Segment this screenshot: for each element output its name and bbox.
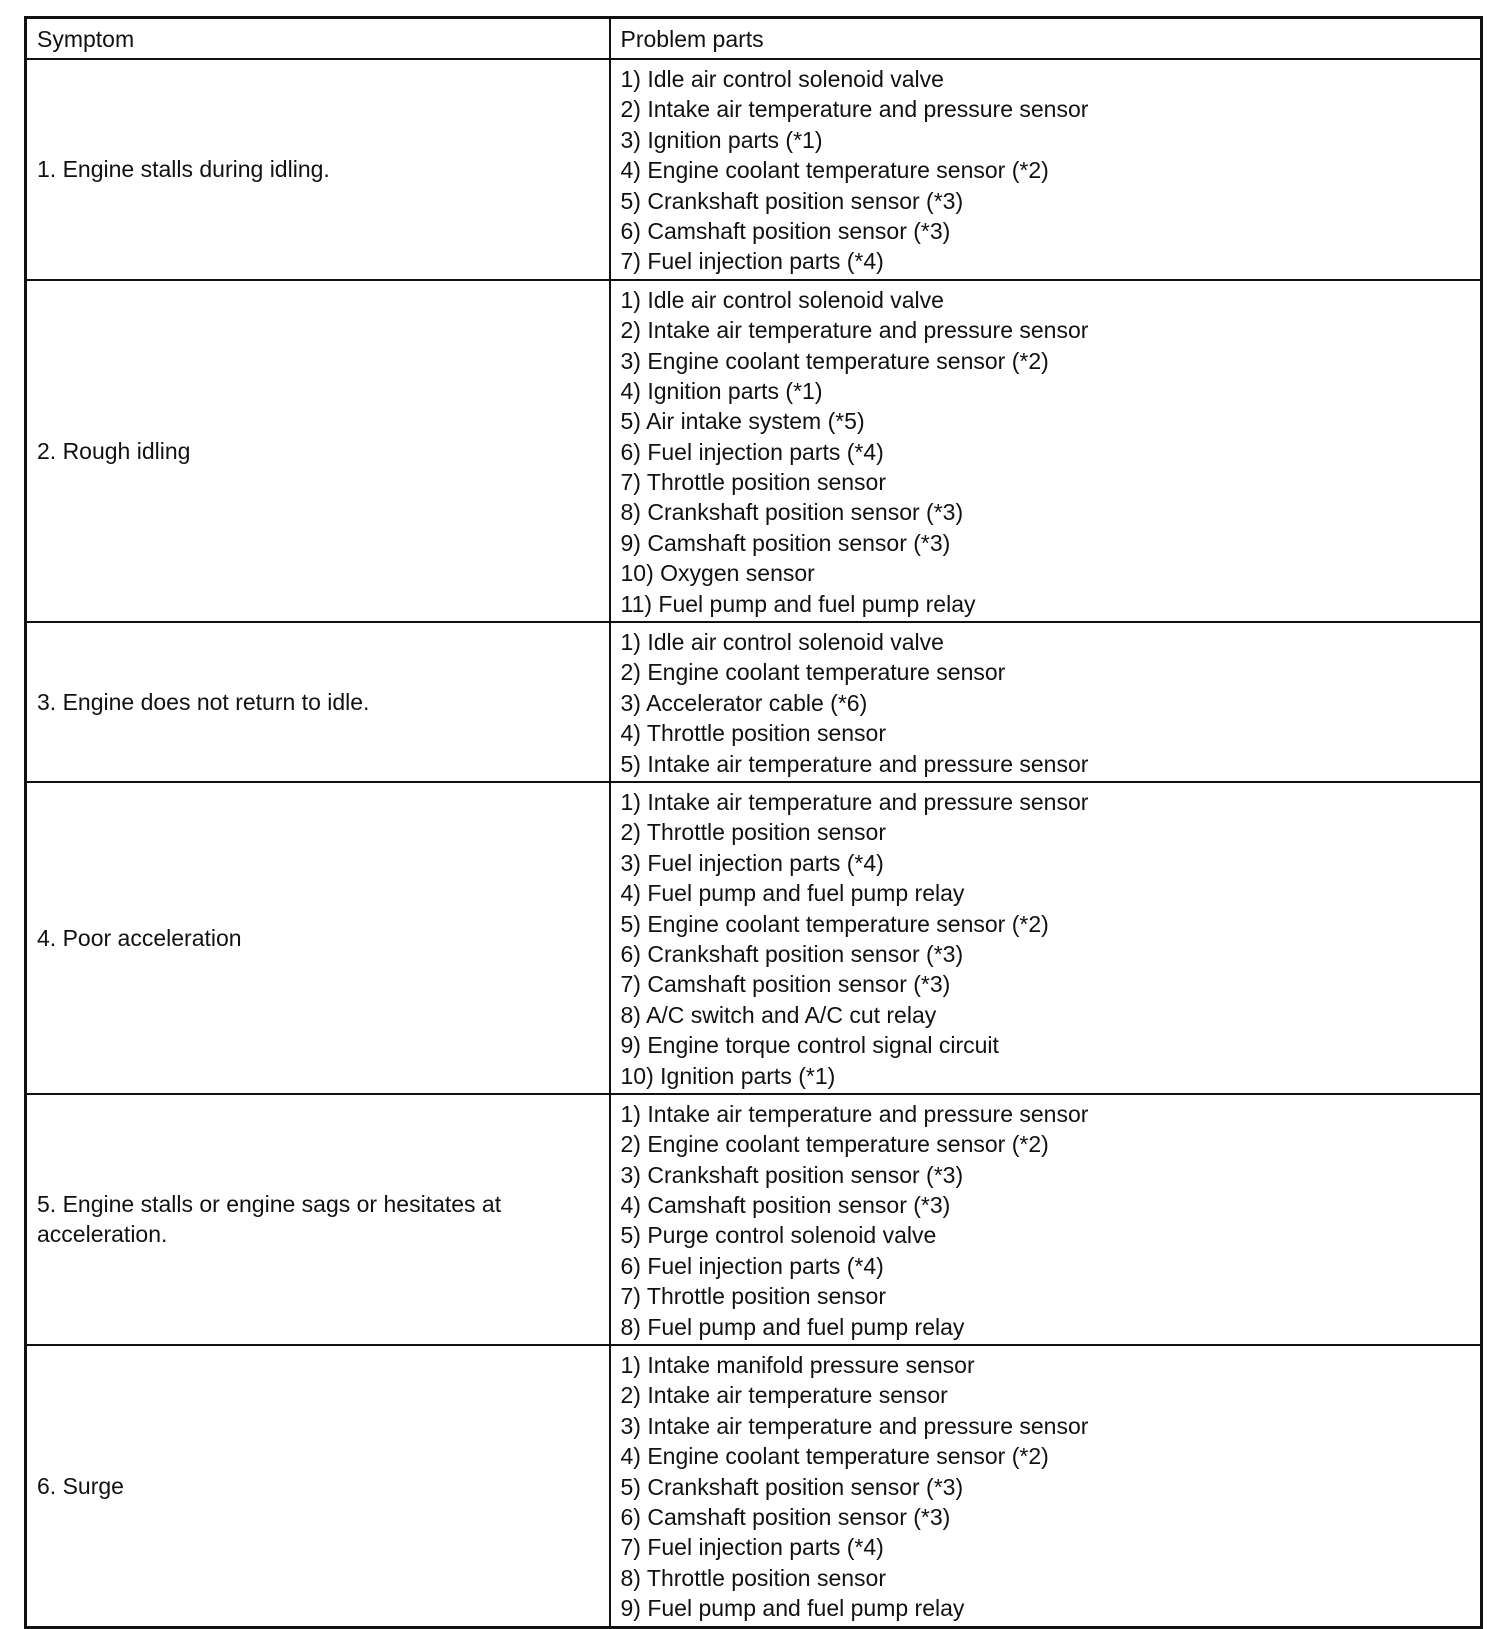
symptom-cell: 2. Rough idling: [26, 280, 610, 622]
list-item: 9) Engine torque control signal circuit: [620, 1032, 999, 1059]
table-row: [26, 1094, 1482, 1345]
list-item: 5) Crankshaft position sensor (*3): [620, 187, 964, 214]
list-item: 1) Intake manifold pressure sensor: [620, 1352, 975, 1379]
symptom-cell: 6. Surge: [26, 1345, 610, 1627]
list-item: 2) Engine coolant temperature sensor: [620, 659, 1006, 686]
symptom-column-header: Symptom: [26, 18, 610, 60]
problem-parts-cell: [610, 280, 1482, 622]
list-item: 7) Fuel injection parts (*4): [620, 1534, 884, 1561]
list-item: 1) Idle air control solenoid valve: [620, 66, 944, 92]
symptom-cell: 5. Engine stalls or engine sags or hesitates at acceleration.: [26, 1094, 610, 1345]
list-item: 1) Idle air control solenoid valve: [620, 286, 944, 313]
problem-parts-column-header: Problem parts: [610, 18, 1482, 60]
list-item: 6) Camshaft position sensor (*3): [620, 1503, 951, 1530]
problem-parts-list: [621, 787, 1471, 1091]
list-item: 10) Oxygen sensor: [620, 560, 815, 587]
table-row: [26, 1345, 1482, 1627]
table-row: [26, 59, 1482, 280]
list-item: 5) Engine coolant temperature sensor (*2): [620, 910, 1049, 937]
list-item: 3) Engine coolant temperature sensor (*2): [620, 347, 1049, 374]
problem-parts-list: [621, 1350, 1471, 1624]
list-item: 8) Crankshaft position sensor (*3): [620, 499, 964, 526]
problem-parts-list: [621, 285, 1471, 619]
table-row: [26, 782, 1482, 1094]
list-item: 5) Air intake system (*5): [620, 408, 865, 435]
problem-parts-list: [621, 1099, 1471, 1342]
table-header-row: [26, 18, 1482, 60]
table-row: [26, 280, 1482, 622]
list-item: 6) Fuel injection parts (*4): [620, 1252, 884, 1279]
list-item: 1) Idle air control solenoid valve: [620, 629, 944, 656]
list-item: 1) Intake air temperature and pressure sensor: [620, 788, 1089, 815]
list-item: 6) Fuel injection parts (*4): [620, 438, 884, 465]
problem-parts-cell: [610, 1094, 1482, 1345]
list-item: 8) Fuel pump and fuel pump relay: [620, 1313, 965, 1340]
table-row: [26, 622, 1482, 782]
list-item: 2) Intake air temperature and pressure sensor: [620, 96, 1089, 123]
list-item: 3) Crankshaft position sensor (*3): [620, 1161, 964, 1188]
problem-parts-cell: [610, 1345, 1482, 1627]
symptom-cell: 1. Engine stalls during idling.: [26, 59, 610, 280]
list-item: 7) Throttle position sensor: [620, 469, 886, 496]
list-item: 1) Intake air temperature and pressure sensor: [620, 1100, 1089, 1127]
list-item: 4) Ignition parts (*1): [620, 377, 823, 404]
list-item: 3) Accelerator cable (*6): [620, 689, 868, 716]
list-item: 5) Crankshaft position sensor (*3): [620, 1473, 964, 1500]
list-item: 6) Camshaft position sensor (*3): [620, 217, 951, 244]
list-item: 2) Intake air temperature and pressure sensor: [620, 317, 1089, 344]
list-item: 9) Camshaft position sensor (*3): [620, 529, 951, 556]
list-item: 5) Purge control solenoid valve: [620, 1222, 937, 1249]
list-item: 8) A/C switch and A/C cut relay: [620, 1001, 937, 1028]
list-item: 7) Fuel injection parts (*4): [620, 248, 884, 275]
problem-parts-list: [621, 627, 1471, 779]
list-item: 7) Camshaft position sensor (*3): [620, 971, 951, 998]
list-item: 8) Throttle position sensor: [620, 1564, 886, 1591]
list-item: 3) Ignition parts (*1): [620, 126, 823, 153]
list-item: 6) Crankshaft position sensor (*3): [620, 940, 964, 967]
list-item: 4) Engine coolant temperature sensor (*2): [620, 1443, 1049, 1470]
symptom-cell: 3. Engine does not return to idle.: [26, 622, 610, 782]
list-item: 5) Intake air temperature and pressure sensor: [620, 750, 1089, 777]
list-item: 7) Throttle position sensor: [620, 1283, 886, 1310]
list-item: 9) Fuel pump and fuel pump relay: [620, 1595, 965, 1622]
list-item: 3) Intake air temperature and pressure sensor: [620, 1412, 1089, 1439]
list-item: 11) Fuel pump and fuel pump relay: [620, 590, 976, 617]
symptom-cell: 4. Poor acceleration: [26, 782, 610, 1094]
list-item: 4) Throttle position sensor: [620, 720, 886, 747]
list-item: 4) Engine coolant temperature sensor (*2): [620, 157, 1049, 184]
problem-parts-cell: [610, 622, 1482, 782]
list-item: 10) Ignition parts (*1): [620, 1062, 836, 1089]
problem-parts-cell: [610, 782, 1482, 1094]
list-item: 2) Engine coolant temperature sensor (*2): [620, 1131, 1049, 1158]
list-item: 2) Throttle position sensor: [620, 819, 886, 846]
problem-parts-list: [621, 64, 1471, 277]
list-item: 4) Camshaft position sensor (*3): [620, 1192, 951, 1219]
symptom-parts-table: [24, 16, 1483, 1629]
list-item: 2) Intake air temperature sensor: [620, 1382, 948, 1409]
problem-parts-cell: [610, 59, 1482, 280]
list-item: 3) Fuel injection parts (*4): [620, 849, 884, 876]
list-item: 4) Fuel pump and fuel pump relay: [620, 880, 965, 907]
